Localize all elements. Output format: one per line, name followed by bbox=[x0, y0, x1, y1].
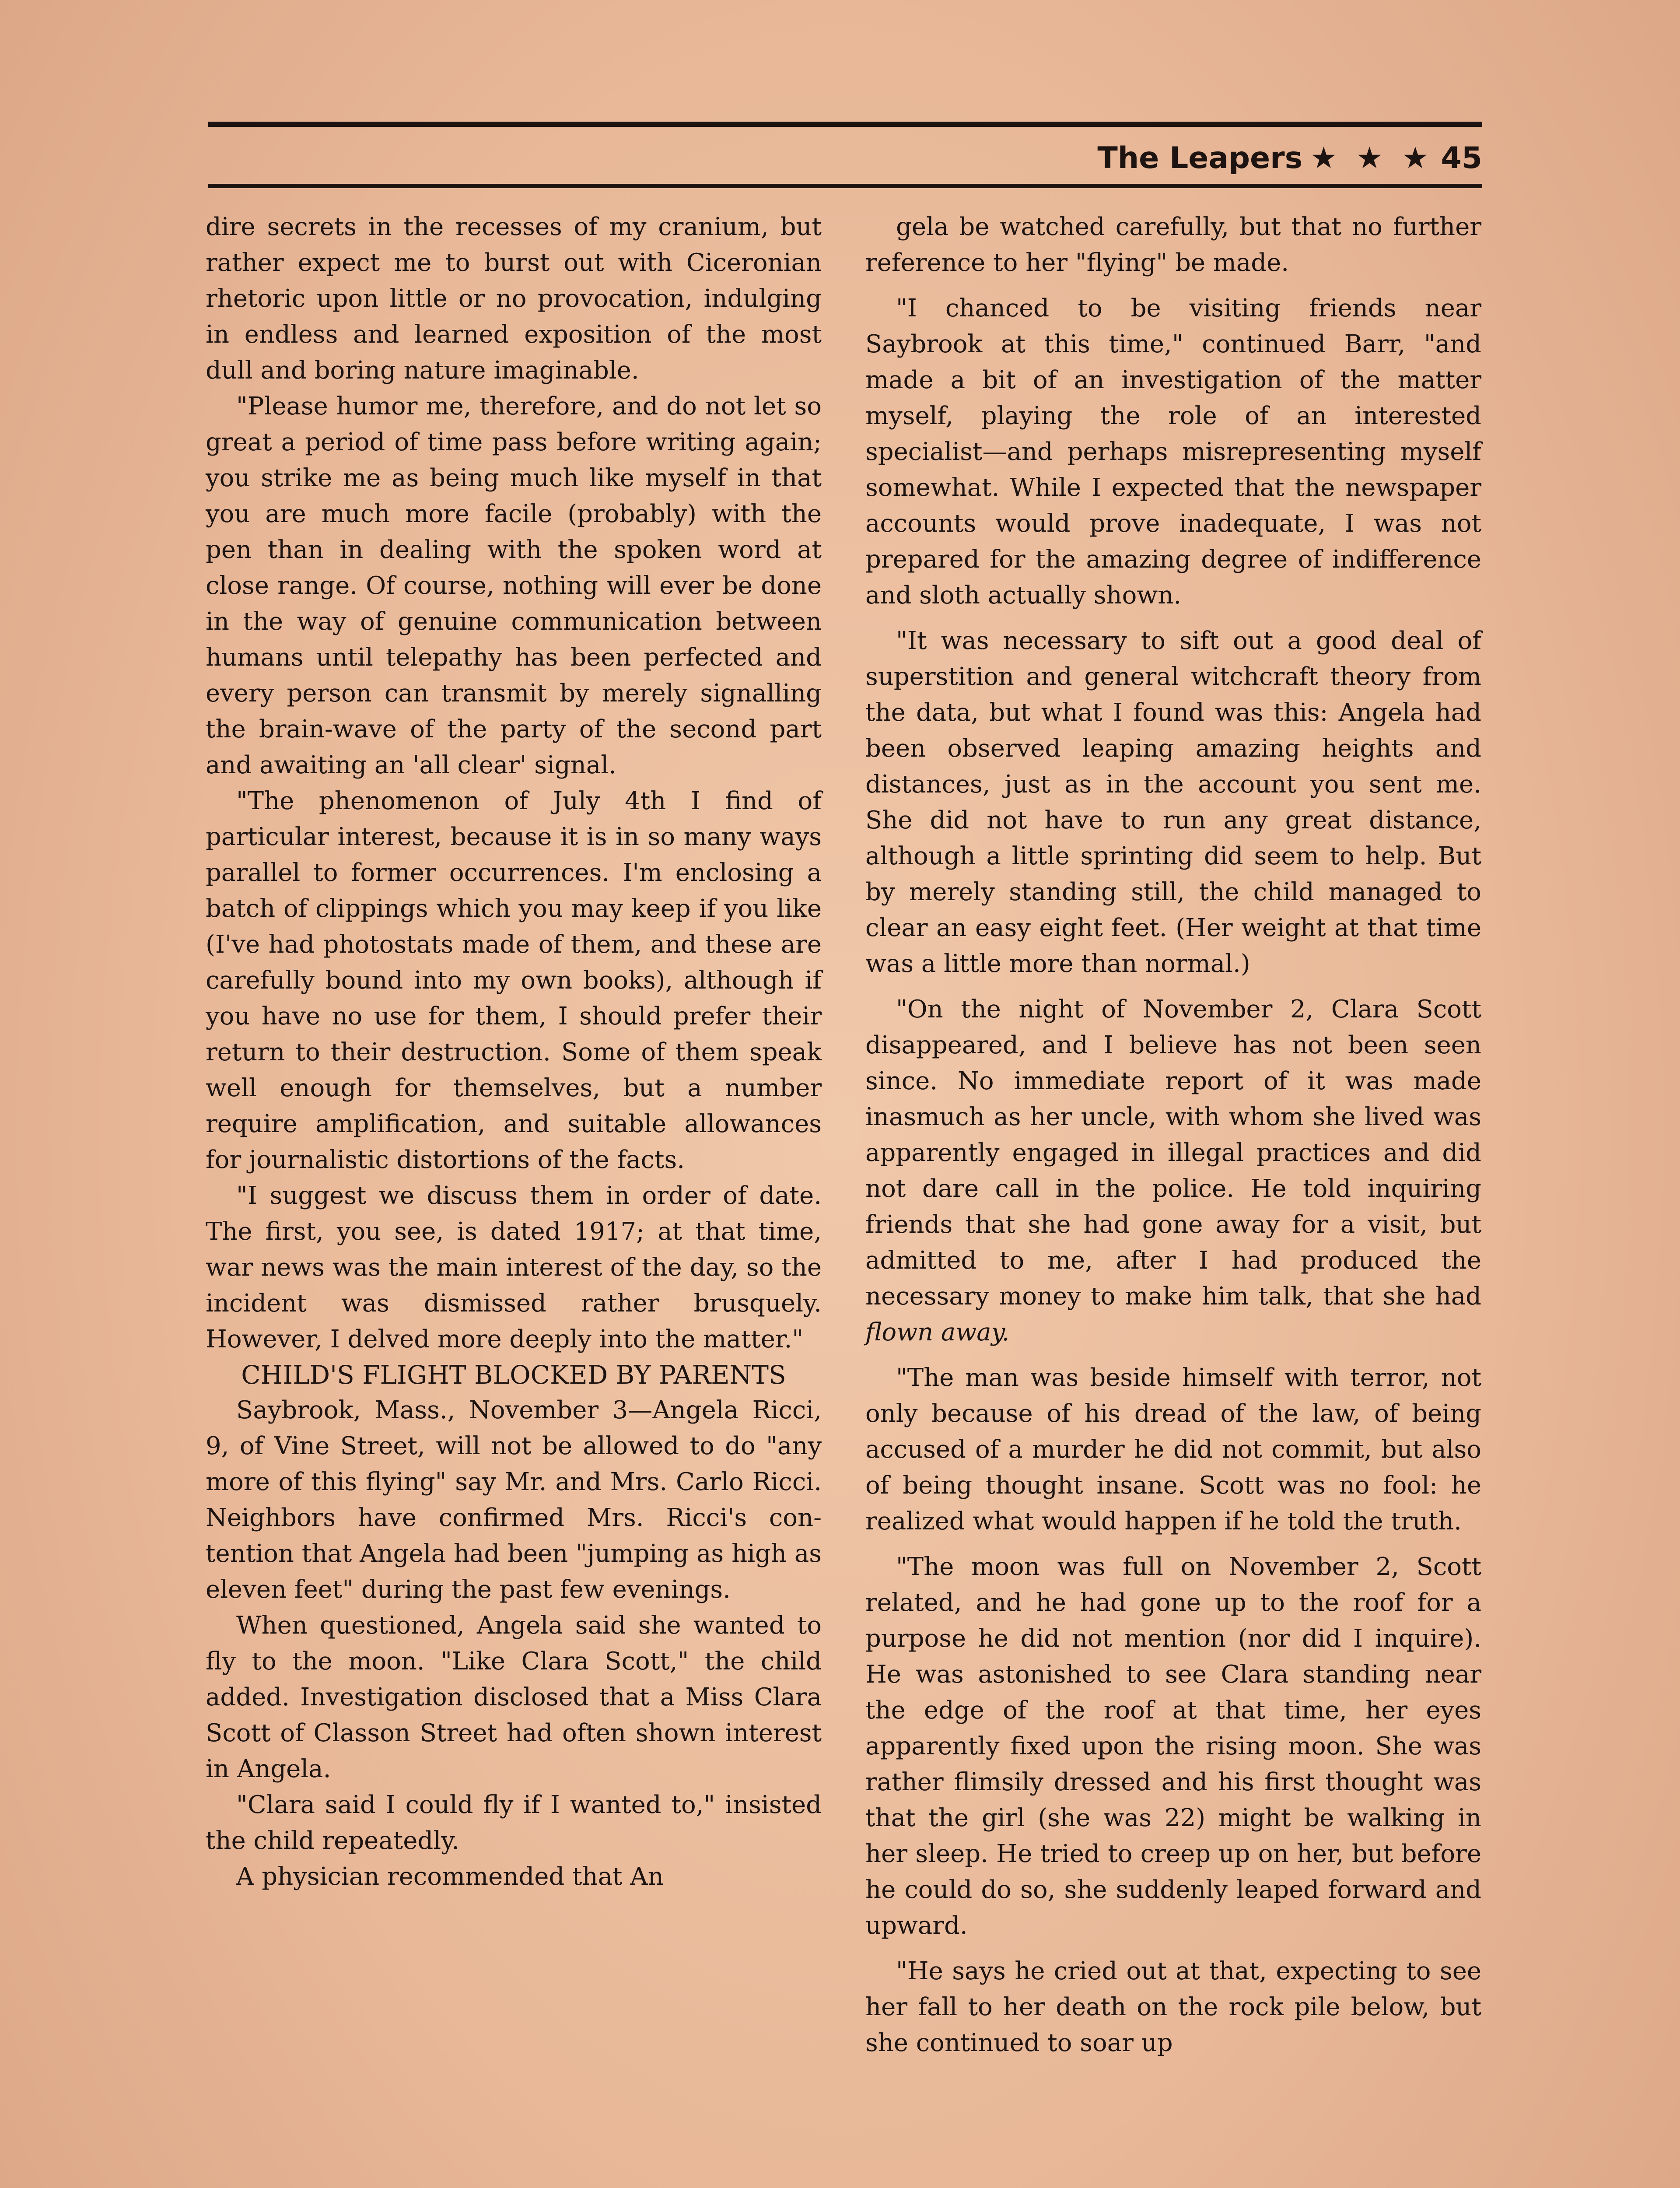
paragraph: "The man was beside himself with terror, not only because of his dread of the law, of being accused of a murder he did not commit, but also of being thought insane. Scott was no fool: he realized what would happen if he told the truth. bbox=[865, 1364, 1481, 1536]
running-head bbox=[1097, 137, 1482, 180]
paragraph: "The moon was full on November 2, Scott related, and he had gone up to the roof for a purpose he did not mention (nor did I inquire). He was astonished to see Clara standing near the edge of the roof at that time, her eyes apparently fixed upon the rising moon. She was rather flimsily dressed and his first thought was that the girl (she was 22) might be walking in her sleep. He tried to creep up on her, but before he could do so, she suddenly leaped forward and upward. bbox=[865, 1553, 1481, 1940]
paragraph: "Please humor me, therefore, and do not let so great a period of time pass before writing again; you strike me as being much like myself in that you are much more facile (probably) with the pen than in dealing with the spoken word at close range. Of course, nothing will ever be done in the way of genuine communication between humans until telepathy has been perfected and every person can transmit by merely signalling the brain-wave of the party of the second part and awaiting an 'all clear' signal. bbox=[206, 392, 822, 779]
paragraph: "The phenomenon of July 4th I find of particular interest, because it is in so many ways parallel to former occurrences. I'm enclosing a batch of clippings which you may keep if you like (I've had photostats made of them, and these are carefully bound into my own books), although if you have no use for them, I should prefer their return to their destruction. Some of them speak well enough for themselves, but a number require amplification, and suitable allowances for journalistic distortions of the facts. bbox=[206, 787, 822, 1174]
clipping-paragraph: "Clara said I could fly if I wanted to," insisted the child repeatedly. bbox=[206, 1791, 822, 1855]
paragraph bbox=[865, 992, 1481, 1350]
clipping-paragraph: When questioned, Angela said she wanted to fly to the moon. "Like Clara Scott," the child added. Investigation disclosed that a Miss Clara Scott of Classon Street had often shown interest in Angela. bbox=[206, 1611, 822, 1783]
clipping-paragraph: A physician recommended that An bbox=[236, 1862, 664, 1891]
clipping-paragraph: Saybrook, Mass., November 3—Angela Ricci, 9, of Vine Street, will not be allowed to do "any more of this flying" say Mr. and Mrs. Carlo Ricci. Neighbors have confirmed Mrs. Ricci's contention that Angela had been "jumping as high as eleven feet" during the past few evenings. bbox=[206, 1396, 822, 1604]
left-column bbox=[206, 209, 822, 1895]
paragraph-text: "On the night of November 2, Clara Scott disappeared, and I believe has not been seen since. No immediate report of it was made inasmuch as her uncle, with whom she lived was apparently engaged in illegal practices and did not dare call in the police. He told inquiring friends that she had gone away for a visit, but admitted to me, after I had produced the necessary money to make him talk, that she had bbox=[865, 995, 1481, 1311]
paragraph: "I suggest we discuss them in order of date. The first, you see, is dated 1917; at that time, war news was the main interest of the day, so the incident was dismissed rather brusquely. However, I delved more deeply into the matter." bbox=[206, 1182, 822, 1353]
clipping-paragraph: gela be watched carefully, but that no further reference to her "flying" be made. bbox=[865, 213, 1481, 277]
header-rule-top bbox=[208, 122, 1482, 127]
paragraph: "He says he cried out at that, expecting to see her fall to her death on the rock pile below, but she continued to soar up bbox=[865, 1957, 1481, 2057]
clipping-headline: CHILD'S FLIGHT BLOCKED BY PARENTS bbox=[241, 1360, 786, 1390]
page-number: 45 bbox=[1441, 141, 1482, 175]
story-title: The Leapers bbox=[1097, 141, 1303, 175]
paragraph: "I chanced to be visiting friends near Saybrook at this time," continued Barr, "and made a bit of an investigation of the matter myself, playing the role of an interested specialist—and perhaps misrepresenting myself somewhat. While I expected that the newspaper accounts would prove inadequate, I was not prepared for the amazing degree of indifference and sloth actually shown. bbox=[865, 294, 1481, 610]
paragraph: "It was necessary to sift out a good deal of superstition and general witchcraft theory from the data, but what I found was this: Angela had been observed leaping amazing heights and distances, just as in the account you sent me. She did not have to run any great distance, although a little sprinting did seem to help. But by merely standing still, the child managed to clear an easy eight feet. (Her weight at that time was a little more than normal.) bbox=[865, 627, 1481, 978]
paragraph: dire secrets in the recesses of my cranium, but rather expect me to burst out with Ciceronian rhetoric upon little or no provocation, indulging in endless and learned exposition of the most dull and boring nature imaginable. bbox=[206, 213, 822, 385]
right-column bbox=[865, 209, 1481, 2061]
star-ornament: ★ ★ ★ bbox=[1310, 141, 1433, 175]
header-rule-bottom bbox=[208, 184, 1482, 188]
italic-phrase: flown away. bbox=[865, 1318, 1010, 1346]
